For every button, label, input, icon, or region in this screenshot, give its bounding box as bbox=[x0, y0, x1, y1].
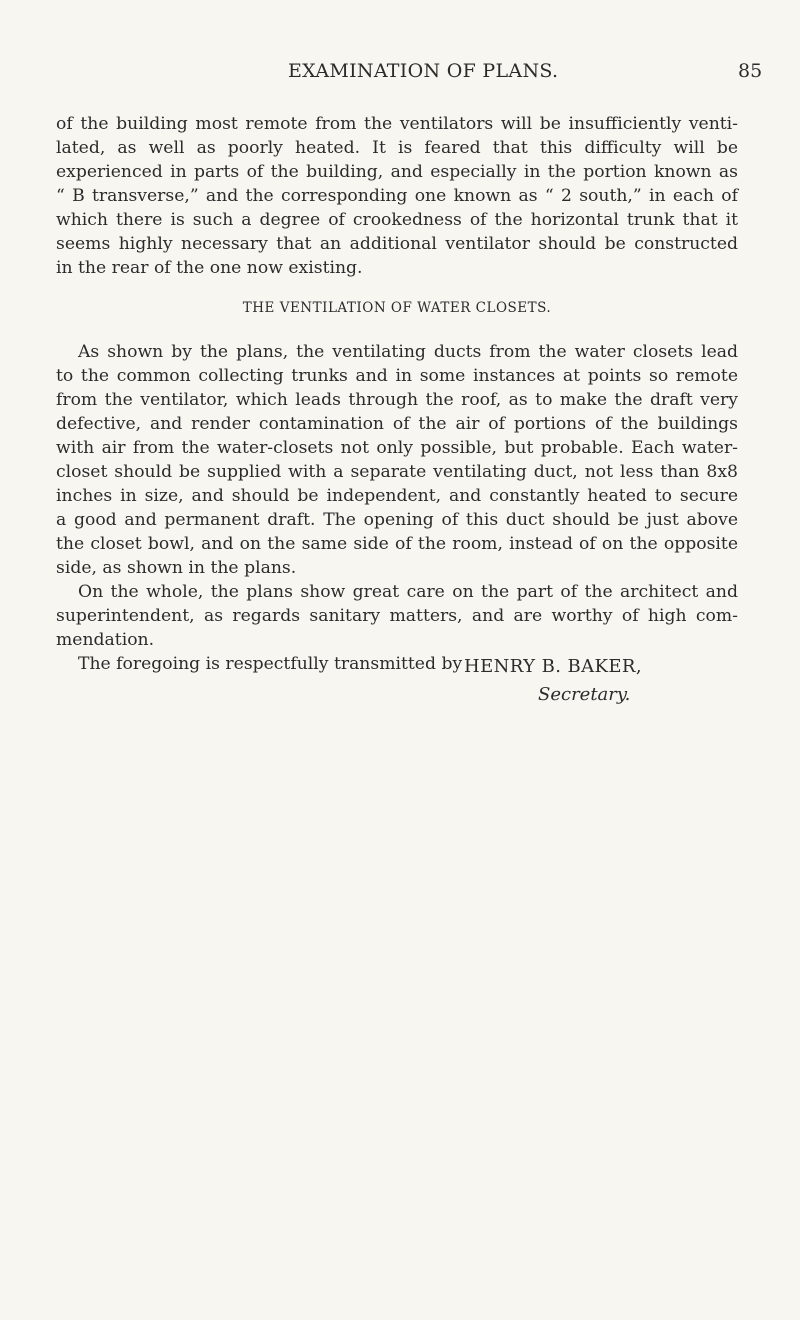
text-line: On the whole, the plans show great care on the part of the architect and bbox=[78, 582, 738, 602]
section-heading: THE VENTILATION OF WATER CLOSETS. bbox=[242, 300, 552, 316]
text-line: side, as shown in the plans. bbox=[56, 558, 297, 578]
text-line: seems highly necessary that an additional ventilator should be constructed bbox=[56, 234, 738, 254]
text-line: “ B transverse,” and the corresponding one known as “ 2 south,” in each of bbox=[56, 186, 738, 206]
text-line: As shown by the plans, the ventilating ducts from the water closets lead bbox=[78, 342, 738, 362]
text-line: mendation. bbox=[56, 630, 155, 650]
text-line: inches in size, and should be independent, and constantly heated to secure bbox=[56, 486, 738, 506]
body-text bbox=[56, 112, 738, 676]
signature-name: HENRY B. BAKER, bbox=[464, 656, 642, 677]
text-line: with air from the water-closets not only possible, but probable. Each water- bbox=[56, 438, 738, 458]
text-line: of the building most remote from the ventilators will be insufficiently venti- bbox=[56, 114, 738, 134]
text-line: superintendent, as regards sanitary matters, and are worthy of high com- bbox=[56, 606, 738, 626]
text-line: closet should be supplied with a separate ventilating duct, not less than 8x8 bbox=[56, 462, 738, 482]
text-line: from the ventilator, which leads through the roof, as to make the draft very bbox=[56, 390, 738, 410]
text-line: in the rear of the one now existing. bbox=[56, 258, 363, 278]
text-line: experienced in parts of the building, and especially in the portion known as bbox=[56, 162, 738, 182]
running-head bbox=[0, 60, 800, 86]
text-line: the closet bowl, and on the same side of the room, instead of on the opposite bbox=[56, 534, 738, 554]
page-number: 85 bbox=[738, 60, 763, 82]
text-line: defective, and render contamination of the air of portions of the buildings bbox=[56, 414, 738, 434]
running-title: EXAMINATION OF PLANS. bbox=[288, 60, 559, 82]
text-line: The foregoing is respectfully transmitted by bbox=[78, 654, 463, 674]
signature-title: Secretary. bbox=[538, 684, 631, 705]
text-line: a good and permanent draft. The opening of this duct should be just above bbox=[56, 510, 738, 530]
text-line: lated, as well as poorly heated. It is feared that this difficulty will be bbox=[56, 138, 738, 158]
text-line: which there is such a degree of crookedness of the horizontal trunk that it bbox=[56, 210, 738, 230]
text-line: to the common collecting trunks and in some instances at points so remote bbox=[56, 366, 738, 386]
paragraph-on-the-whole bbox=[56, 580, 738, 652]
paragraph-continued bbox=[56, 112, 738, 280]
paragraph-water-closets bbox=[56, 340, 738, 580]
